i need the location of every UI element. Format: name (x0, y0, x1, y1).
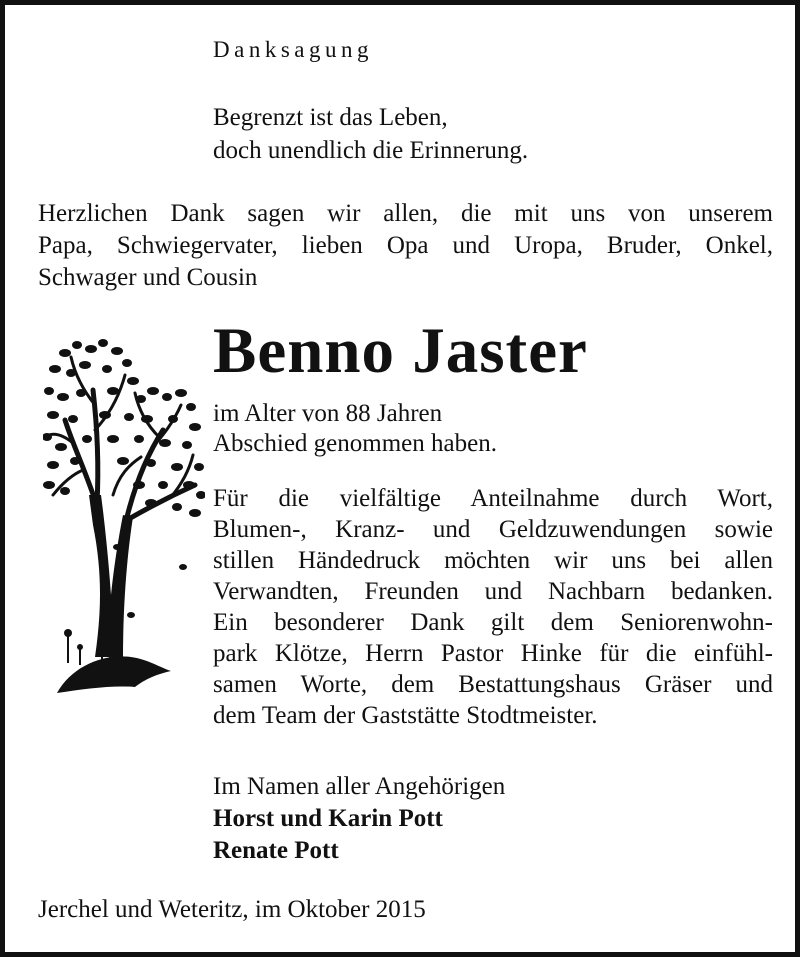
thanks-line: Ein besonderer Dank gilt dem Seniorenwohn- (213, 609, 773, 636)
signoff-line: Im Namen aller Angehörigen (213, 773, 506, 800)
thanks-line: Verwandten, Freunden und Nachbarn bedanken. (213, 578, 773, 605)
motto-line: doch unendlich die Erinnerung. (213, 137, 529, 164)
place-date: Jerchel und Weteritz, im Oktober 2015 (38, 896, 426, 923)
intro-line: Herzlichen Dank sagen wir allen, die mit uns von unserem (38, 200, 773, 227)
intro-text (38, 198, 773, 294)
signatory-name: Horst und Karin Pott (213, 805, 443, 832)
age-text (213, 399, 497, 459)
motto-line: Begrenzt ist das Leben, (213, 104, 448, 131)
deceased-name: Benno Jaster (213, 315, 588, 387)
thanks-line: dem Team der Gaststätte Stodtmeister. (213, 702, 598, 729)
age-line: Abschied genommen haben. (213, 430, 497, 457)
thanks-line: Für die vielfältige Anteilnahme durch Wort, (213, 485, 773, 512)
intro-line: Papa, Schwiegervater, lieben Opa und Uropa, Bruder, Onkel, (38, 232, 773, 259)
thanks-line: samen Worte, dem Bestattungshaus Gräser und (213, 671, 773, 698)
tree-icon (43, 335, 205, 703)
thanks-line: Blumen-, Kranz- und Geldzuwendungen sowie (213, 516, 773, 543)
intro-line: Schwager und Cousin (38, 264, 258, 291)
thanks-text (213, 483, 773, 731)
signatory-name: Renate Pott (213, 837, 339, 864)
notice-heading: Danksagung (213, 37, 373, 62)
age-line: im Alter von 88 Jahren (213, 400, 443, 427)
motto (213, 101, 528, 167)
thanks-line: stillen Händedruck möchten wir uns bei allen (213, 547, 773, 574)
signoff (213, 771, 505, 867)
thanks-line: park Klötze, Herrn Pastor Hinke für die einfühl- (213, 640, 773, 667)
